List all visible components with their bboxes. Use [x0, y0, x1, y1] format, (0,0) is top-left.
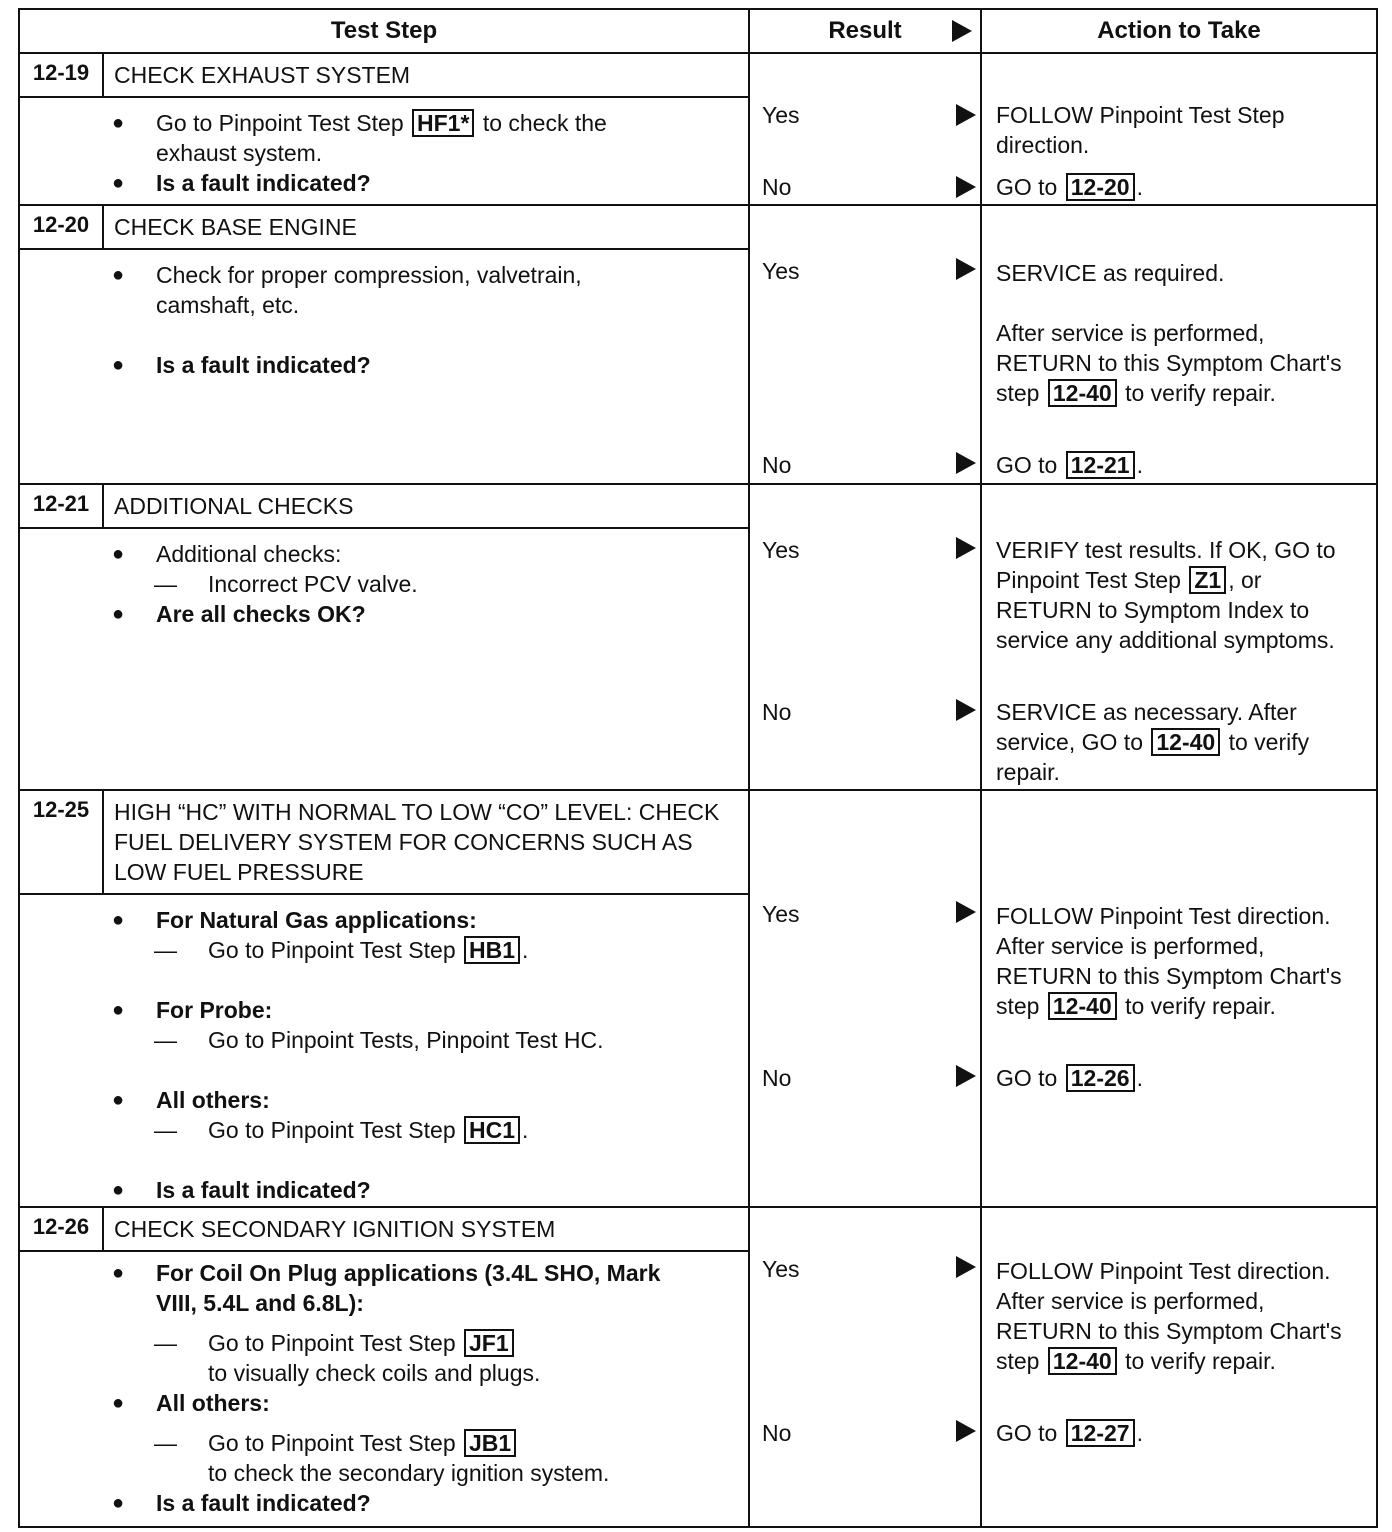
step-reference: 12-40 — [1151, 728, 1220, 756]
result-no: No — [762, 452, 792, 478]
result-no: No — [762, 1065, 792, 1091]
step-number: 12-25 — [20, 791, 104, 893]
list-item: ● For Coil On Plug applications (3.4L SHO, Mark VIII, 5.4L and 6.8L): — [20, 1258, 748, 1318]
action-cell — [982, 54, 1376, 204]
table-row — [20, 791, 1376, 1208]
step-title: ADDITIONAL CHECKS — [114, 493, 354, 519]
action-no: SERVICE as necessary. After service, GO to 12-40 to verify repair. — [996, 699, 1310, 785]
step-reference: JB1 — [464, 1429, 516, 1457]
result-cell — [750, 206, 982, 483]
sub-item: — Go to Pinpoint Test Step JF1 — [20, 1328, 748, 1358]
arrow-right-icon — [956, 452, 976, 474]
result-no: No — [762, 1420, 792, 1446]
list-item: ● All others: — [20, 1085, 748, 1115]
sub-item: — Go to Pinpoint Test Step HC1 . — [154, 1117, 529, 1143]
action-no: GO to 12-27 . — [996, 1420, 1143, 1446]
header-action: Action to Take — [1097, 17, 1261, 44]
action-yes-detail: After service is performed, RETURN to this Symptom Chart's step 12-40 to verify repair. — [996, 320, 1342, 406]
result-yes: Yes — [762, 258, 800, 284]
step-reference: 12-20 — [1066, 173, 1135, 201]
action-cell — [982, 1208, 1376, 1526]
list-item: ● For Probe: — [20, 995, 748, 1025]
result-no: No — [762, 699, 792, 725]
step-number: 12-20 — [20, 206, 104, 248]
test-step-cell — [20, 791, 750, 1206]
question: ● Is a fault indicated? — [20, 168, 748, 198]
list-item: ● Additional checks: — [20, 539, 748, 569]
list-item-continuation: camshaft, etc. — [156, 292, 300, 318]
header-test-step: Test Step — [20, 10, 750, 52]
arrow-right-icon — [952, 20, 972, 42]
step-reference: HC1 — [464, 1116, 520, 1144]
result-cell — [750, 485, 982, 789]
action-yes: FOLLOW Pinpoint Test Step direction. — [996, 102, 1285, 158]
arrow-right-icon — [956, 258, 976, 280]
table-row — [20, 485, 1376, 791]
list-item: ● All others: — [20, 1388, 748, 1418]
list-item: ● Check for proper compression, valvetrain, — [20, 260, 748, 290]
step-reference: JF1 — [464, 1329, 514, 1357]
arrow-right-icon — [956, 1256, 976, 1278]
arrow-right-icon — [956, 1420, 976, 1442]
test-step-cell — [20, 1208, 750, 1526]
table-row — [20, 1208, 1376, 1526]
arrow-right-icon — [956, 176, 976, 198]
arrow-right-icon — [956, 104, 976, 126]
action-yes: VERIFY test results. If OK, GO to Pinpoint Test Step Z1 , or RETURN to Symptom Index to service any additional symptoms. — [996, 537, 1336, 653]
action-cell — [982, 485, 1376, 789]
step-reference: Z1 — [1189, 566, 1226, 594]
arrow-right-icon — [956, 1065, 976, 1087]
question: ● Is a fault indicated? — [20, 1488, 748, 1518]
sub-item: — Go to Pinpoint Tests, Pinpoint Test HC. — [154, 1027, 604, 1053]
table-row — [20, 54, 1376, 206]
table-header — [20, 10, 1376, 54]
sub-item-continuation: to visually check coils and plugs. — [208, 1360, 541, 1386]
test-step-cell — [20, 485, 750, 789]
symptom-chart-table — [18, 8, 1378, 1528]
step-reference: 12-40 — [1048, 379, 1117, 407]
sub-item: — Incorrect PCV valve. — [154, 571, 418, 597]
sub-item-continuation: to check the secondary ignition system. — [208, 1460, 610, 1486]
result-cell — [750, 54, 982, 204]
list-item: ● Go to Pinpoint Test Step HF1* to check the — [20, 108, 748, 138]
header-result-label: Result — [828, 17, 902, 44]
table-row — [20, 206, 1376, 485]
result-yes: Yes — [762, 901, 800, 927]
sub-item: — Go to Pinpoint Test Step JB1 — [20, 1428, 748, 1458]
step-number: 12-26 — [20, 1208, 104, 1250]
step-reference: 12-21 — [1066, 451, 1135, 479]
step-title: CHECK EXHAUST SYSTEM — [114, 62, 411, 88]
question: ● Are all checks OK? — [20, 599, 748, 629]
arrow-right-icon — [956, 901, 976, 923]
step-title: CHECK BASE ENGINE — [114, 214, 357, 240]
action-yes: SERVICE as required. — [996, 260, 1225, 286]
result-yes: Yes — [762, 1256, 800, 1282]
test-step-cell — [20, 54, 750, 204]
result-no: No — [762, 174, 792, 200]
sub-item: — Go to Pinpoint Test Step HB1 . — [154, 937, 529, 963]
action-cell — [982, 791, 1376, 1206]
result-cell — [750, 791, 982, 1206]
list-item: ● For Natural Gas applications: — [20, 905, 748, 935]
header-result — [750, 10, 982, 52]
action-no: GO to 12-26 . — [996, 1065, 1143, 1091]
action-no: GO to 12-20 . — [996, 174, 1143, 200]
list-item-continuation: exhaust system. — [156, 140, 323, 166]
arrow-right-icon — [956, 537, 976, 559]
result-cell — [750, 1208, 982, 1526]
action-yes: FOLLOW Pinpoint Test direction. After service is performed, RETURN to this Symptom Chart's step 12-40 to verify repair. — [996, 903, 1342, 1019]
step-title: CHECK SECONDARY IGNITION SYSTEM — [114, 1216, 556, 1242]
step-reference: 12-40 — [1048, 1347, 1117, 1375]
step-reference: HF1* — [412, 109, 474, 137]
question: ● Is a fault indicated? — [20, 1175, 748, 1205]
question: ● Is a fault indicated? — [20, 350, 748, 380]
step-number: 12-21 — [20, 485, 104, 527]
action-no: GO to 12-21 . — [996, 452, 1143, 478]
result-yes: Yes — [762, 102, 800, 128]
arrow-right-icon — [956, 699, 976, 721]
step-reference: 12-40 — [1048, 992, 1117, 1020]
step-reference: 12-26 — [1066, 1064, 1135, 1092]
step-title: HIGH “HC” WITH NORMAL TO LOW “CO” LEVEL: CHECK FUEL DELIVERY SYSTEM FOR CONCERNS SUCH AS LOW FUEL PRESSURE — [114, 799, 720, 885]
test-step-cell — [20, 206, 750, 483]
result-yes: Yes — [762, 537, 800, 563]
step-reference: HB1 — [464, 936, 520, 964]
action-cell — [982, 206, 1376, 483]
step-number: 12-19 — [20, 54, 104, 96]
step-reference: 12-27 — [1066, 1419, 1135, 1447]
action-yes: FOLLOW Pinpoint Test direction. After service is performed, RETURN to this Symptom Chart's step 12-40 to verify repair. — [996, 1258, 1342, 1374]
